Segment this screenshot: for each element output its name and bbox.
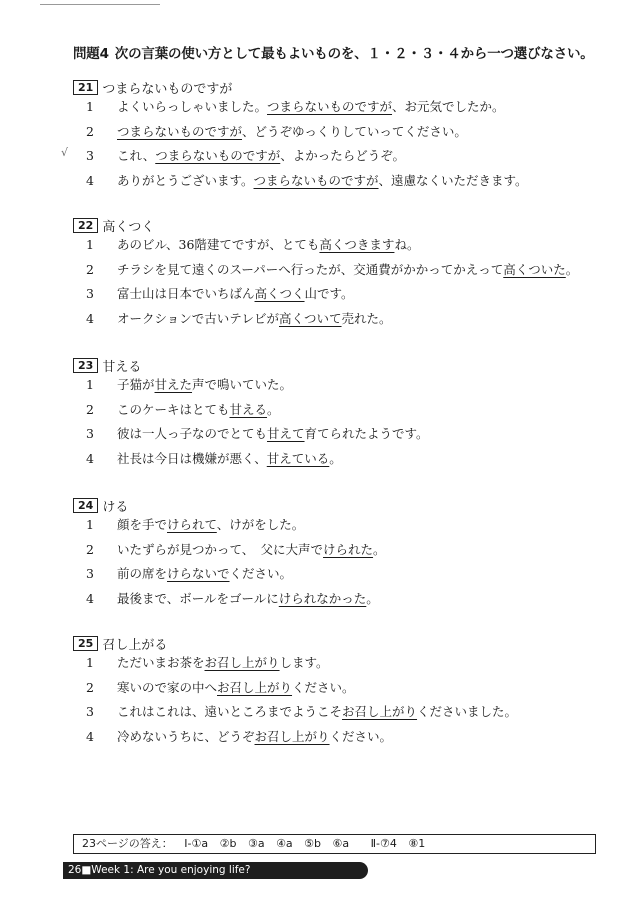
question-header (73, 355, 613, 375)
question-25 (73, 633, 613, 751)
option-number: 2 (86, 541, 94, 557)
option-underlined-word: けらないで (167, 566, 230, 581)
question-header (73, 633, 613, 653)
option-text (117, 400, 280, 418)
question-word: 召し上がる (102, 637, 168, 653)
option-number: 2 (86, 261, 94, 277)
answer-key-box (73, 834, 596, 854)
option-text-before: 子猫が (117, 377, 155, 392)
option-text-before: 寒いので家の中へ (117, 679, 218, 695)
option-text-after: 山です。 (304, 286, 354, 301)
option-number: 4 (86, 590, 94, 606)
option-text-before: これ、 (117, 148, 156, 163)
option-text (117, 540, 386, 558)
option-text-before: あのビル、36階建てですが、とても (117, 237, 320, 252)
footer-text: Week 1: Are you enjoying life? (91, 864, 251, 876)
option-text-after: ね。 (394, 237, 420, 252)
option-text-before: チラシを見て遠くのスーパーへ行ったが、交通費がかかってかえって (117, 261, 504, 277)
option-text (117, 702, 517, 720)
option-number: 1 (86, 517, 94, 532)
question-number: 23 (73, 358, 98, 373)
option-text (117, 97, 505, 115)
option-row (73, 235, 613, 260)
option-text (117, 564, 292, 582)
option-text-before: 社長は今日は機嫌が悪く、 (117, 450, 267, 466)
option-text-before: 顔を手で (117, 517, 168, 532)
answer-item: Ⅱ-⑦4 (370, 837, 397, 850)
question-number: 24 (73, 498, 98, 513)
option-text (117, 589, 379, 607)
option-row (73, 284, 613, 309)
option-row (73, 400, 613, 425)
option-text-after: 、よかったらどうぞ。 (280, 148, 406, 163)
question-header (73, 215, 613, 235)
option-number: 3 (86, 286, 94, 301)
option-text-before: 富士山は日本でいちばん (117, 286, 255, 301)
option-number: 4 (86, 172, 94, 188)
option-text (117, 235, 419, 253)
option-text (117, 653, 329, 671)
option-row (73, 449, 613, 474)
option-text-after: 。 (565, 261, 579, 277)
option-text-before: よくいらっしゃいました。 (117, 99, 268, 114)
option-underlined-word: お召し上がり (217, 679, 293, 695)
option-number: 4 (86, 310, 94, 326)
instruction-label: 問題4 (73, 46, 109, 62)
option-text (117, 424, 429, 442)
option-text-after: 。 (267, 401, 280, 417)
option-text (117, 727, 392, 745)
option-number: 3 (86, 148, 94, 163)
question-23 (73, 355, 613, 473)
header-rule (40, 4, 160, 5)
question-22 (73, 215, 613, 333)
answer-key-label: 23ページの答え： (82, 837, 173, 850)
option-number: 3 (86, 426, 94, 441)
option-text (117, 375, 292, 393)
option-row (73, 727, 613, 752)
option-text-after: ください。 (229, 566, 293, 581)
option-text-after: 。 (366, 590, 379, 606)
option-number: 4 (86, 450, 94, 466)
option-text (117, 309, 392, 327)
option-underlined-word: つまらないものですが (155, 148, 281, 163)
option-text-before: オークションで古いテレビが (117, 310, 280, 326)
option-number: 3 (86, 566, 94, 581)
option-row (73, 589, 613, 614)
option-text-after: 声で鳴いていた。 (192, 377, 293, 392)
option-number: 2 (86, 401, 94, 417)
question-header (73, 495, 613, 515)
option-text-after: ください。 (292, 679, 355, 695)
answer-item: ⑤b (304, 837, 322, 850)
option-underlined-word: けられて (167, 517, 217, 532)
footer-bullet: ■ (81, 864, 92, 876)
option-row (73, 260, 613, 285)
option-underlined-word: けられなかった (278, 590, 367, 606)
option-text-before: いたずらが見つかって、 父に大声で (117, 541, 324, 557)
option-underlined-word: 甘えて (267, 426, 305, 441)
option-number: 1 (86, 237, 94, 252)
option-text (117, 449, 342, 467)
option-text-before: ありがとうございます。 (117, 172, 254, 188)
option-text-after: 、遠慮なくいただきます。 (378, 172, 528, 188)
option-text-after: 。 (373, 541, 386, 557)
option-text-after: 。 (329, 450, 342, 466)
option-text-before: ただいまお茶を (117, 655, 205, 670)
option-text-after: 売れた。 (341, 310, 392, 326)
option-text-after: 、けがをした。 (216, 517, 305, 532)
option-row (73, 171, 613, 196)
option-text (117, 171, 528, 189)
option-text-after: ください。 (329, 728, 393, 744)
option-underlined-word: 高くついた (503, 261, 566, 277)
option-text-after: します。 (279, 655, 329, 670)
option-underlined-word: 高くつきます (319, 237, 395, 252)
option-row (73, 678, 613, 703)
option-number: 2 (86, 679, 94, 695)
option-row (73, 424, 613, 449)
option-underlined-word: けられた (323, 541, 374, 557)
option-row (73, 97, 613, 122)
option-row (73, 564, 613, 589)
option-text (117, 122, 467, 140)
option-text-before: これはこれは、遠いところまでようこそ (117, 704, 343, 719)
option-underlined-word: 高くつく (254, 286, 305, 301)
question-number: 25 (73, 636, 98, 651)
answer-item: ②b (219, 837, 237, 850)
instruction-text: 次の言葉の使い方として最もよいものを、１・２・３・４から一つ選びなさい。 (114, 46, 594, 62)
answer-item: ⑥a (332, 837, 350, 850)
instruction (73, 42, 603, 62)
question-word: 高くつく (102, 219, 155, 235)
option-underlined-word: お召し上がり (204, 655, 280, 670)
option-underlined-word: つまらないものですが (267, 99, 393, 114)
question-21 (61, 77, 613, 195)
option-text (117, 284, 354, 302)
option-text-before: このケーキはとても (117, 401, 230, 417)
page-footer (63, 862, 368, 879)
check-mark: √ (61, 146, 69, 159)
option-text (117, 146, 405, 164)
option-text-after: 、お元気でしたか。 (392, 99, 505, 114)
option-number: 2 (86, 123, 94, 139)
option-underlined-word: つまらないものですが (253, 172, 379, 188)
answer-item: ④a (276, 837, 293, 850)
option-row (73, 653, 613, 678)
option-underlined-word: 高くついて (279, 310, 342, 326)
option-text (117, 678, 355, 696)
option-row (73, 515, 613, 540)
option-text-after: 、どうぞゆっくりしていってください。 (242, 123, 467, 139)
option-text (117, 515, 304, 533)
option-number: 1 (86, 377, 94, 392)
option-underlined-word: 甘えた (154, 377, 193, 392)
option-row (73, 702, 613, 727)
question-word: ける (102, 499, 129, 515)
option-row (73, 309, 613, 334)
option-number: 1 (86, 99, 94, 114)
option-number: 1 (86, 655, 94, 670)
option-row (73, 375, 613, 400)
option-underlined-word: お召し上がり (254, 728, 330, 744)
option-underlined-word: お召し上がり (342, 704, 418, 719)
question-word: 甘える (102, 359, 142, 375)
option-row (61, 146, 613, 171)
option-text-after: くださいました。 (417, 704, 518, 719)
option-number: 3 (86, 704, 94, 719)
option-text (117, 260, 578, 278)
option-row (73, 122, 613, 147)
option-underlined-word: つまらないものですが (117, 123, 243, 139)
question-number: 21 (73, 80, 98, 95)
answer-item: ⑧1 (408, 837, 426, 850)
option-underlined-word: 甘える (229, 401, 268, 417)
page-number: 26 (68, 864, 82, 876)
question-header (73, 77, 613, 97)
question-word: つまらないものですが (102, 81, 233, 97)
question-number: 22 (73, 218, 98, 233)
answer-item: Ⅰ-①a (184, 837, 209, 850)
option-text-after: 育てられたようです。 (304, 426, 429, 441)
question-24 (73, 495, 613, 613)
option-text-before: 前の席を (117, 566, 168, 581)
answer-item: ③a (247, 837, 265, 850)
option-text-before: 最後まで、ボールをゴールに (117, 590, 279, 606)
option-number: 4 (86, 728, 94, 744)
option-text-before: 彼は一人っ子なのでとても (117, 426, 268, 441)
option-underlined-word: 甘えている (266, 450, 330, 466)
option-text-before: 冷めないうちに、どうぞ (117, 728, 255, 744)
option-row (73, 540, 613, 565)
